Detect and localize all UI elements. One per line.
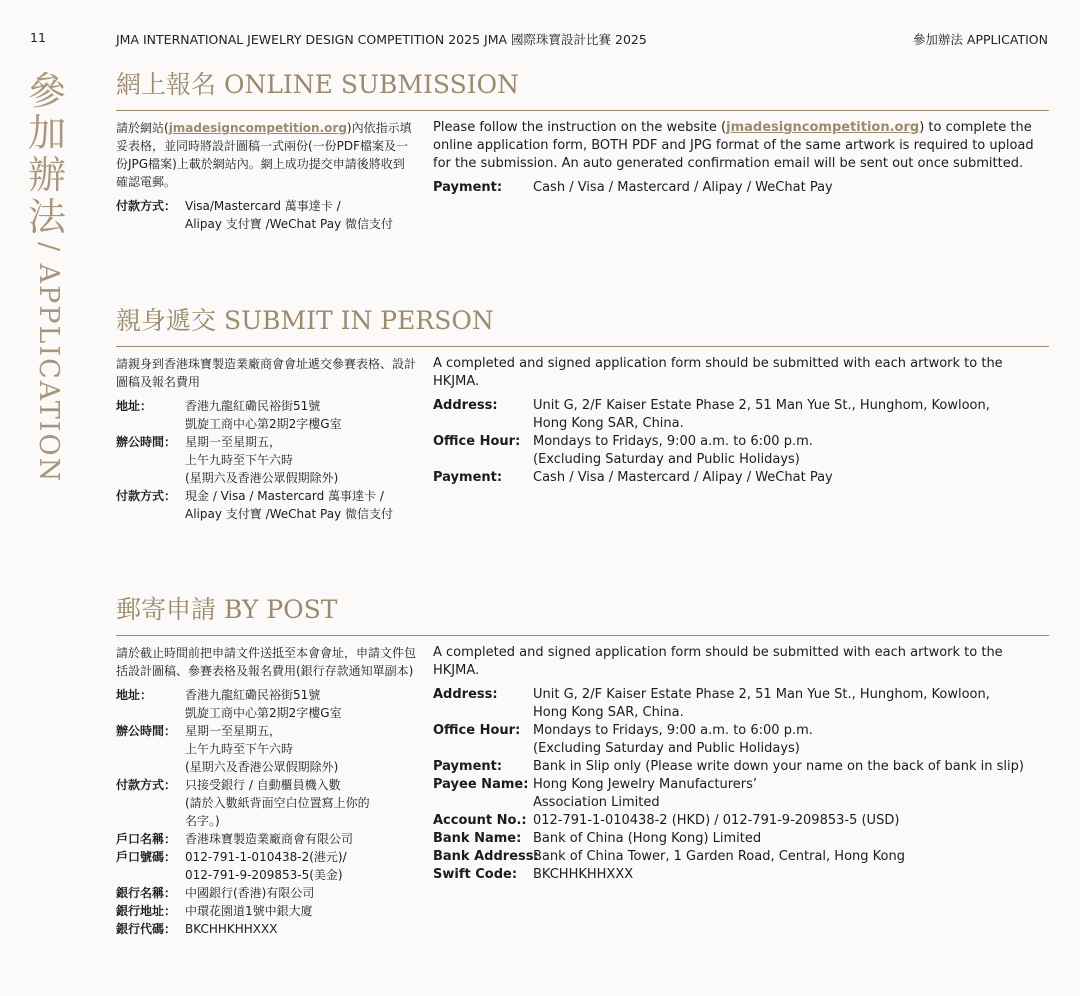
zh-column <box>116 355 416 523</box>
zh-address-row: 地址： 香港九龍紅磡民裕街51號 凱旋工商中心第2期2字樓G室 <box>116 399 342 431</box>
zh-bank-address-row: 銀行地址： 中環花園道1號中銀大廈 <box>116 904 313 918</box>
en-account-number-row: Account No.: 012-791-1-010438-2 (HKD) / 012-791-9-209853-5 (USD) <box>433 813 900 828</box>
en-hours-row: Office Hour: Mondays to Fridays, 9:00 a.m. to 6:00 p.m. (Excluding Saturday and Public Holidays) <box>433 434 813 467</box>
zh-bank-name-row: 銀行名稱： 中國銀行(香港)有限公司 <box>116 886 315 900</box>
zh-swift-row: 銀行代碼： BKCHHKHHXXX <box>116 922 278 936</box>
header-section: 參加辦法 APPLICATION <box>912 32 1048 47</box>
website-link[interactable]: jmadesigncompetition.org <box>168 121 347 135</box>
en-payee-row: Payee Name: Hong Kong Jewelry Manufacturers’ Association Limited <box>433 777 758 810</box>
en-column <box>433 644 1049 884</box>
website-link[interactable]: jmadesigncompetition.org <box>726 120 920 135</box>
en-bank-address-row: Bank Address: Bank of China Tower, 1 Garden Road, Central, Hong Kong <box>433 849 905 864</box>
in-person-section <box>116 304 1049 521</box>
en-column <box>433 355 1049 487</box>
side-title-en: / APPLICATION <box>33 242 64 484</box>
en-address-row: Address: Unit G, 2/F Kaiser Estate Phase 2, 51 Man Yue St., Hunghom, Kowloon, Hong Kong SAR, China. <box>433 398 990 431</box>
section-title: 親身遞交 SUBMIT IN PERSON <box>116 304 1049 347</box>
zh-intro: 請親身到香港珠寶製造業廠商會會址遞交參賽表格、設計圖稿及報名費用 <box>116 357 417 389</box>
zh-payment-row: 付款方式： 只接受銀行 / 自動櫃員機入數 (請於入數紙背面空白位置寫上你的 名字。) <box>116 778 370 828</box>
zh-column <box>116 119 416 233</box>
en-address-row: Address: Unit G, 2/F Kaiser Estate Phase 2, 51 Man Yue St., Hunghom, Kowloon, Hong Kong SAR, China. <box>433 687 990 720</box>
zh-address-row: 地址： 香港九龍紅磡民裕街51號 凱旋工商中心第2期2字樓G室 <box>116 688 342 720</box>
en-payment-row: Payment: Bank in Slip only (Please write down your name on the back of bank in slip) <box>433 759 1024 774</box>
en-payment-row: Payment: Cash / Visa / Mastercard / Alipay / WeChat Pay <box>433 470 833 485</box>
en-swift-row: Swift Code: BKCHHKHHXXX <box>433 867 634 882</box>
en-payment-row: Payment: Cash / Visa / Mastercard / Alipay / WeChat Pay <box>433 180 833 195</box>
en-hours-row: Office Hour: Mondays to Fridays, 9:00 a.m. to 6:00 p.m. (Excluding Saturday and Public Holidays) <box>433 723 813 756</box>
header-title: JMA INTERNATIONAL JEWELRY DESIGN COMPETITION 2025 JMA 國際珠寶設計比賽 2025 <box>116 32 647 47</box>
en-column <box>433 119 1049 197</box>
zh-account-name-row: 戶口名稱： 香港珠寶製造業廠商會有限公司 <box>116 832 354 846</box>
zh-column <box>116 644 416 938</box>
online-submission-section <box>116 68 1049 231</box>
zh-hours-row: 辦公時間： 星期一至星期五， 上午九時至下午六時 (星期六及香港公眾假期除外) <box>116 724 339 774</box>
en-bank-name-row: Bank Name: Bank of China (Hong Kong) Limited <box>433 831 762 846</box>
en-intro: A completed and signed application form should be submitted with each artwork to the HKJMA. <box>433 356 1003 389</box>
side-title-zh: 參加辦法 <box>27 69 66 239</box>
side-title <box>22 70 72 483</box>
section-title: 郵寄申請 BY POST <box>116 593 1049 636</box>
en-intro: A completed and signed application form should be submitted with each artwork to the HKJMA. <box>433 645 1003 678</box>
page-number: 11 <box>30 30 46 45</box>
zh-instructions: 請於網站(jmadesigncompetition.org)內依指示填妥表格，並同時將設計圖稿一式兩份(一份PDF檔案及一份JPG檔案)上載於網站內。網上成功提交申請後將收到確認電郵。 <box>116 121 412 189</box>
zh-hours-row: 辦公時間： 星期一至星期五， 上午九時至下午六時 (星期六及香港公眾假期除外) <box>116 435 339 485</box>
en-instructions: Please follow the instruction on the website (jmadesigncompetition.org) to complete the online application form, BOTH PDF and JPG format of the same artwork is required to upload for the submission. An auto generated confirmation email will be sent out once submitted. <box>433 120 1034 171</box>
zh-intro: 請於截止時間前把申請文件送抵至本會會址，申請文件包括設計圖稿、參賽表格及報名費用(銀行存款通知單副本) <box>116 646 417 678</box>
zh-account-number-row: 戶口號碼： 012-791-1-010438-2(港元)/ 012-791-9-209853-5(美金) <box>116 850 347 882</box>
by-post-section <box>116 593 1049 936</box>
section-title: 網上報名 ONLINE SUBMISSION <box>116 68 1049 111</box>
zh-payment-row: 付款方式： 現金 / Visa / Mastercard 萬事達卡 / Alipay 支付寶 /WeChat Pay 微信支付 <box>116 489 393 521</box>
zh-payment-row: 付款方式： Visa/Mastercard 萬事達卡 / Alipay 支付寶 /WeChat Pay 微信支付 <box>116 199 393 231</box>
